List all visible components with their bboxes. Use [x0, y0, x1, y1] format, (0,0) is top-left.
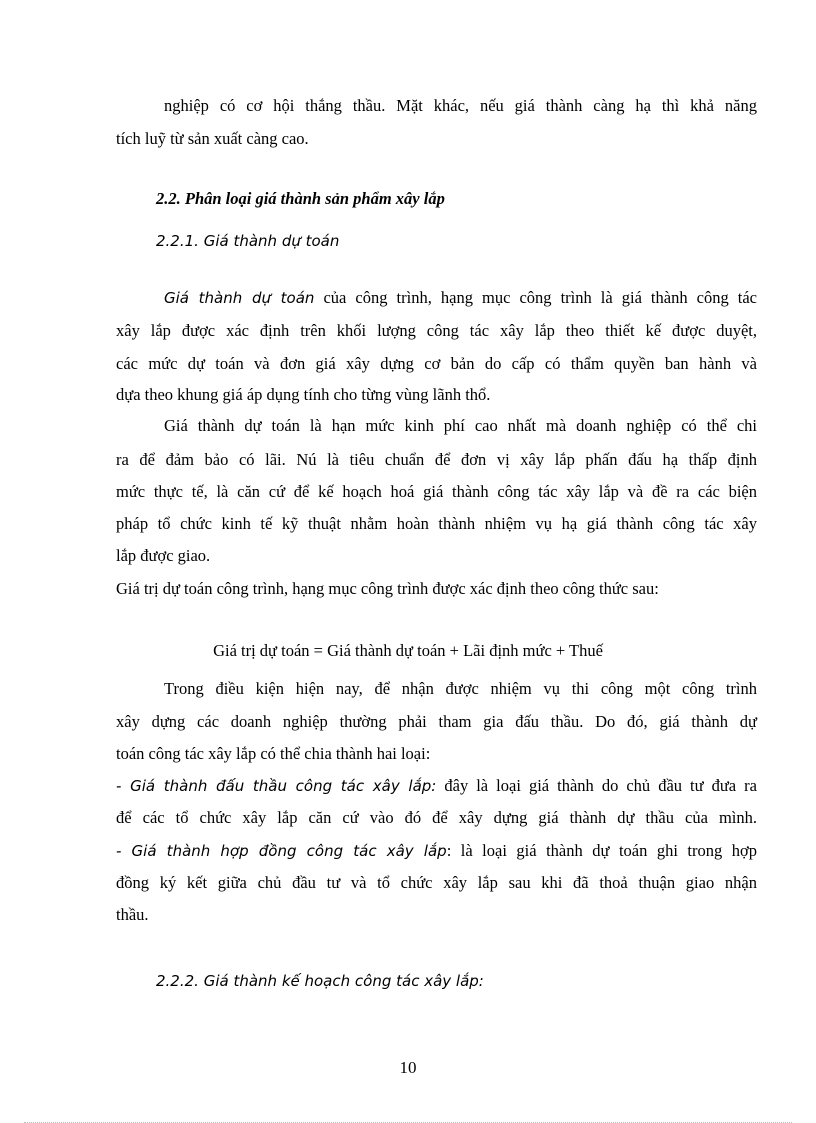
italic-term: Giá thành dự toán — [164, 289, 315, 307]
text-run: : là loại giá thành dự toán ghi trong hợp — [446, 841, 757, 860]
italic-term: - Giá thành hợp đồng công tác xây lắp — [116, 842, 447, 860]
text-line: xây dựng các doanh nghiệp thường phải tham gia đấu thầu. Do đó, giá thành dự — [116, 712, 757, 731]
italic-term: - Giá thành đấu thầu công tác xây lắp: — [116, 777, 437, 795]
text-line: mức thực tế, là căn cứ để kế hoạch hoá giá thành công tác xây lắp và đề ra các biện — [116, 482, 757, 501]
text-line: toán công tác xây lắp có thể chia thành hai loại: — [116, 744, 431, 763]
section-heading: 2.2. Phân loại giá thành sản phẩm xây lắp — [156, 189, 445, 208]
text-line: các mức dự toán và đơn giá xây dựng cơ bản do cấp có thẩm quyền ban hành và — [116, 354, 757, 373]
text-line: ra để đảm bảo có lãi. Nú là tiêu chuẩn để đơn vị xây lắp phấn đấu hạ thấp định — [116, 450, 757, 469]
text-line: Giá trị dự toán công trình, hạng mục công trình được xác định theo công thức sau: — [116, 579, 659, 598]
text-line: Giá thành dự toán là hạn mức kinh phí cao nhất mà doanh nghiệp có thể chi — [164, 416, 757, 435]
text-line — [164, 287, 757, 309]
text-line: Trong điều kiện hiện nay, để nhận được nhiệm vụ thi công một công trình — [164, 679, 757, 698]
text-line: xây lắp được xác định trên khối lượng công tác xây lắp theo thiết kế được duyệt, — [116, 321, 757, 340]
text-line: thầu. — [116, 905, 149, 924]
bullet-line — [116, 840, 757, 862]
text-line: dựa theo khung giá áp dụng tính cho từng vùng lãnh thổ. — [116, 385, 491, 404]
text-line: lắp được giao. — [116, 546, 211, 565]
subsection-heading: 2.2.1. Giá thành dự toán — [156, 232, 340, 250]
text-line: tích luỹ từ sản xuất càng cao. — [116, 129, 309, 148]
text-line: nghiệp có cơ hội thắng thầu. Mặt khác, nếu giá thành càng hạ thì khả năng — [164, 96, 757, 115]
text-line: pháp tổ chức kinh tế kỹ thuật nhằm hoàn thành nhiệm vụ hạ giá thành công tác xây — [116, 514, 757, 533]
formula: Giá trị dự toán = Giá thành dự toán + Lãi định mức + Thuế — [213, 641, 603, 660]
text-line: để các tổ chức xây lắp căn cứ vào đó để xây dựng giá thành dự thầu của mình. — [116, 808, 757, 827]
text-line: đồng ký kết giữa chủ đầu tư và tổ chức xây lắp sau khi đã thoả thuận giao nhận — [116, 873, 757, 892]
bullet-line — [116, 775, 757, 797]
page-number: 10 — [399, 1058, 417, 1077]
text-run: của công trình, hạng mục công trình là giá thành công tác — [314, 288, 757, 307]
text-run: đây là loại giá thành do chủ đầu tư đưa ra — [436, 776, 757, 795]
subsection-heading: 2.2.2. Giá thành kế hoạch công tác xây lắp: — [156, 972, 484, 990]
